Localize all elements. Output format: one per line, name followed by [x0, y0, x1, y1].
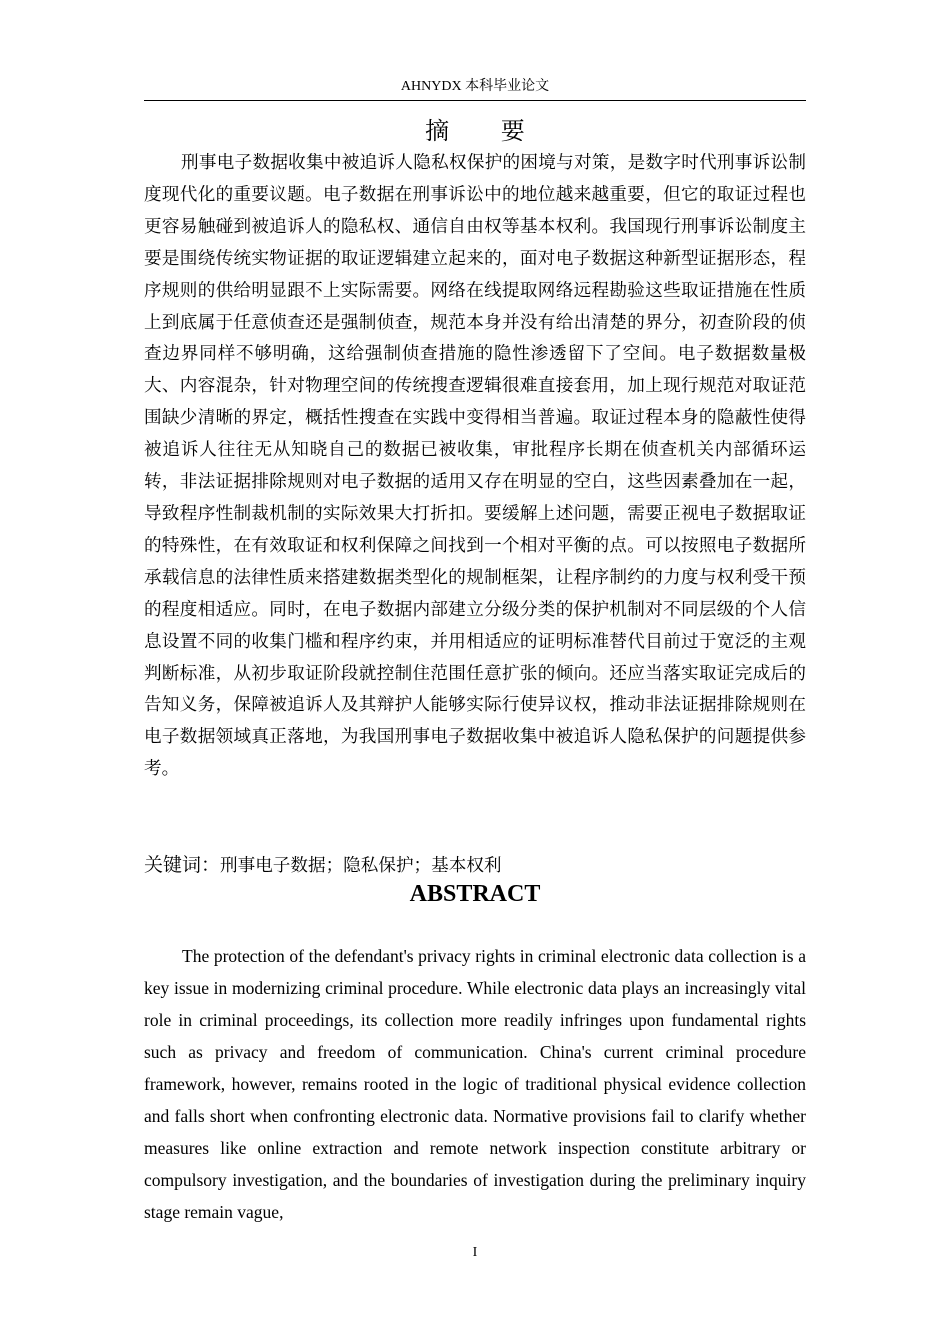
page-number: I [472, 1245, 478, 1260]
english-abstract-body: The protection of the defendant's privacy rights in criminal electronic data collection is a key issue in modernizing criminal procedure. While electronic data plays an increasingly vital role in criminal proceedings, its collection more readily infringes upon fundamental rights such as privacy and freedom of communication. China's current criminal procedure framework, however, remains rooted in the logic of traditional physical evidence collection and falls short when confronting electronic data. Normative provisions fail to clarify whether measures like online extraction and remote network inspection constitute arbitrary or compulsory investigation, and the boundaries of investigation during the preliminary inquiry stage remain vague, [144, 946, 806, 1222]
keywords-label: 关键词： [144, 854, 221, 876]
chinese-abstract-body: 刑事电子数据收集中被追诉人隐私权保护的困境与对策，是数字时代刑事诉讼制度现代化的重要议题。电子数据在刑事诉讼中的地位越来越重要，但它的取证过程也更容易触碰到被追诉人的隐私权、通信自由权等基本权利。我国现行刑事诉讼制度主要是围绕传统实物证据的取证逻辑建立起来的，面对电子数据这种新型证据形态，程序规则的供给明显跟不上实际需要。网络在线提取网络远程勘验这些取证措施在性质上到底属于任意侦查还是强制侦查，规范本身并没有给出清楚的界分，初查阶段的侦查边界同样不够明确，这给强制侦查措施的隐性渗透留下了空间。电子数据数量极大、内容混杂，针对物理空间的传统搜查逻辑很难直接套用，加上现行规范对取证范围缺少清晰的界定，概括性搜查在实践中变得相当普遍。取证过程本身的隐蔽性使得被追诉人往往无从知晓自己的数据已被收集，审批程序长期在侦查机关内部循环运转，非法证据排除规则对电子数据的适用又存在明显的空白，这些因素叠加在一起，导致程序性制裁机制的实际效果大打折扣。要缓解上述问题，需要正视电子数据取证的特殊性，在有效取证和权利保障之间找到一个相对平衡的点。可以按照电子数据所承载信息的法律性质来搭建数据类型化的规制框架，让程序制约的力度与权利受干预的程度相适应。同时，在电子数据内部建立分级分类的保护机制对不同层级的个人信息设置不同的收集门槛和程序约束，并用相适应的证明标准替代目前过于宽泛的主观判断标准，从初步取证阶段就控制住范围任意扩张的倾向。还应当落实取证完成后的告知义务，保障被追诉人及其辩护人能够实际行使异议权，推动非法证据排除规则在电子数据领域真正落地，为我国刑事电子数据收集中被追诉人隐私保护的问题提供参考。 [144, 153, 806, 780]
keywords-list: 刑事电子数据；隐私保护；基本权利 [220, 856, 502, 876]
page-header: AHNYDX 本科毕业论文 [400, 79, 550, 94]
english-abstract-title: ABSTRACT [409, 881, 541, 907]
header-divider [144, 100, 806, 101]
keywords-line [144, 851, 806, 880]
chinese-abstract-title: 摘 要 [425, 117, 547, 145]
